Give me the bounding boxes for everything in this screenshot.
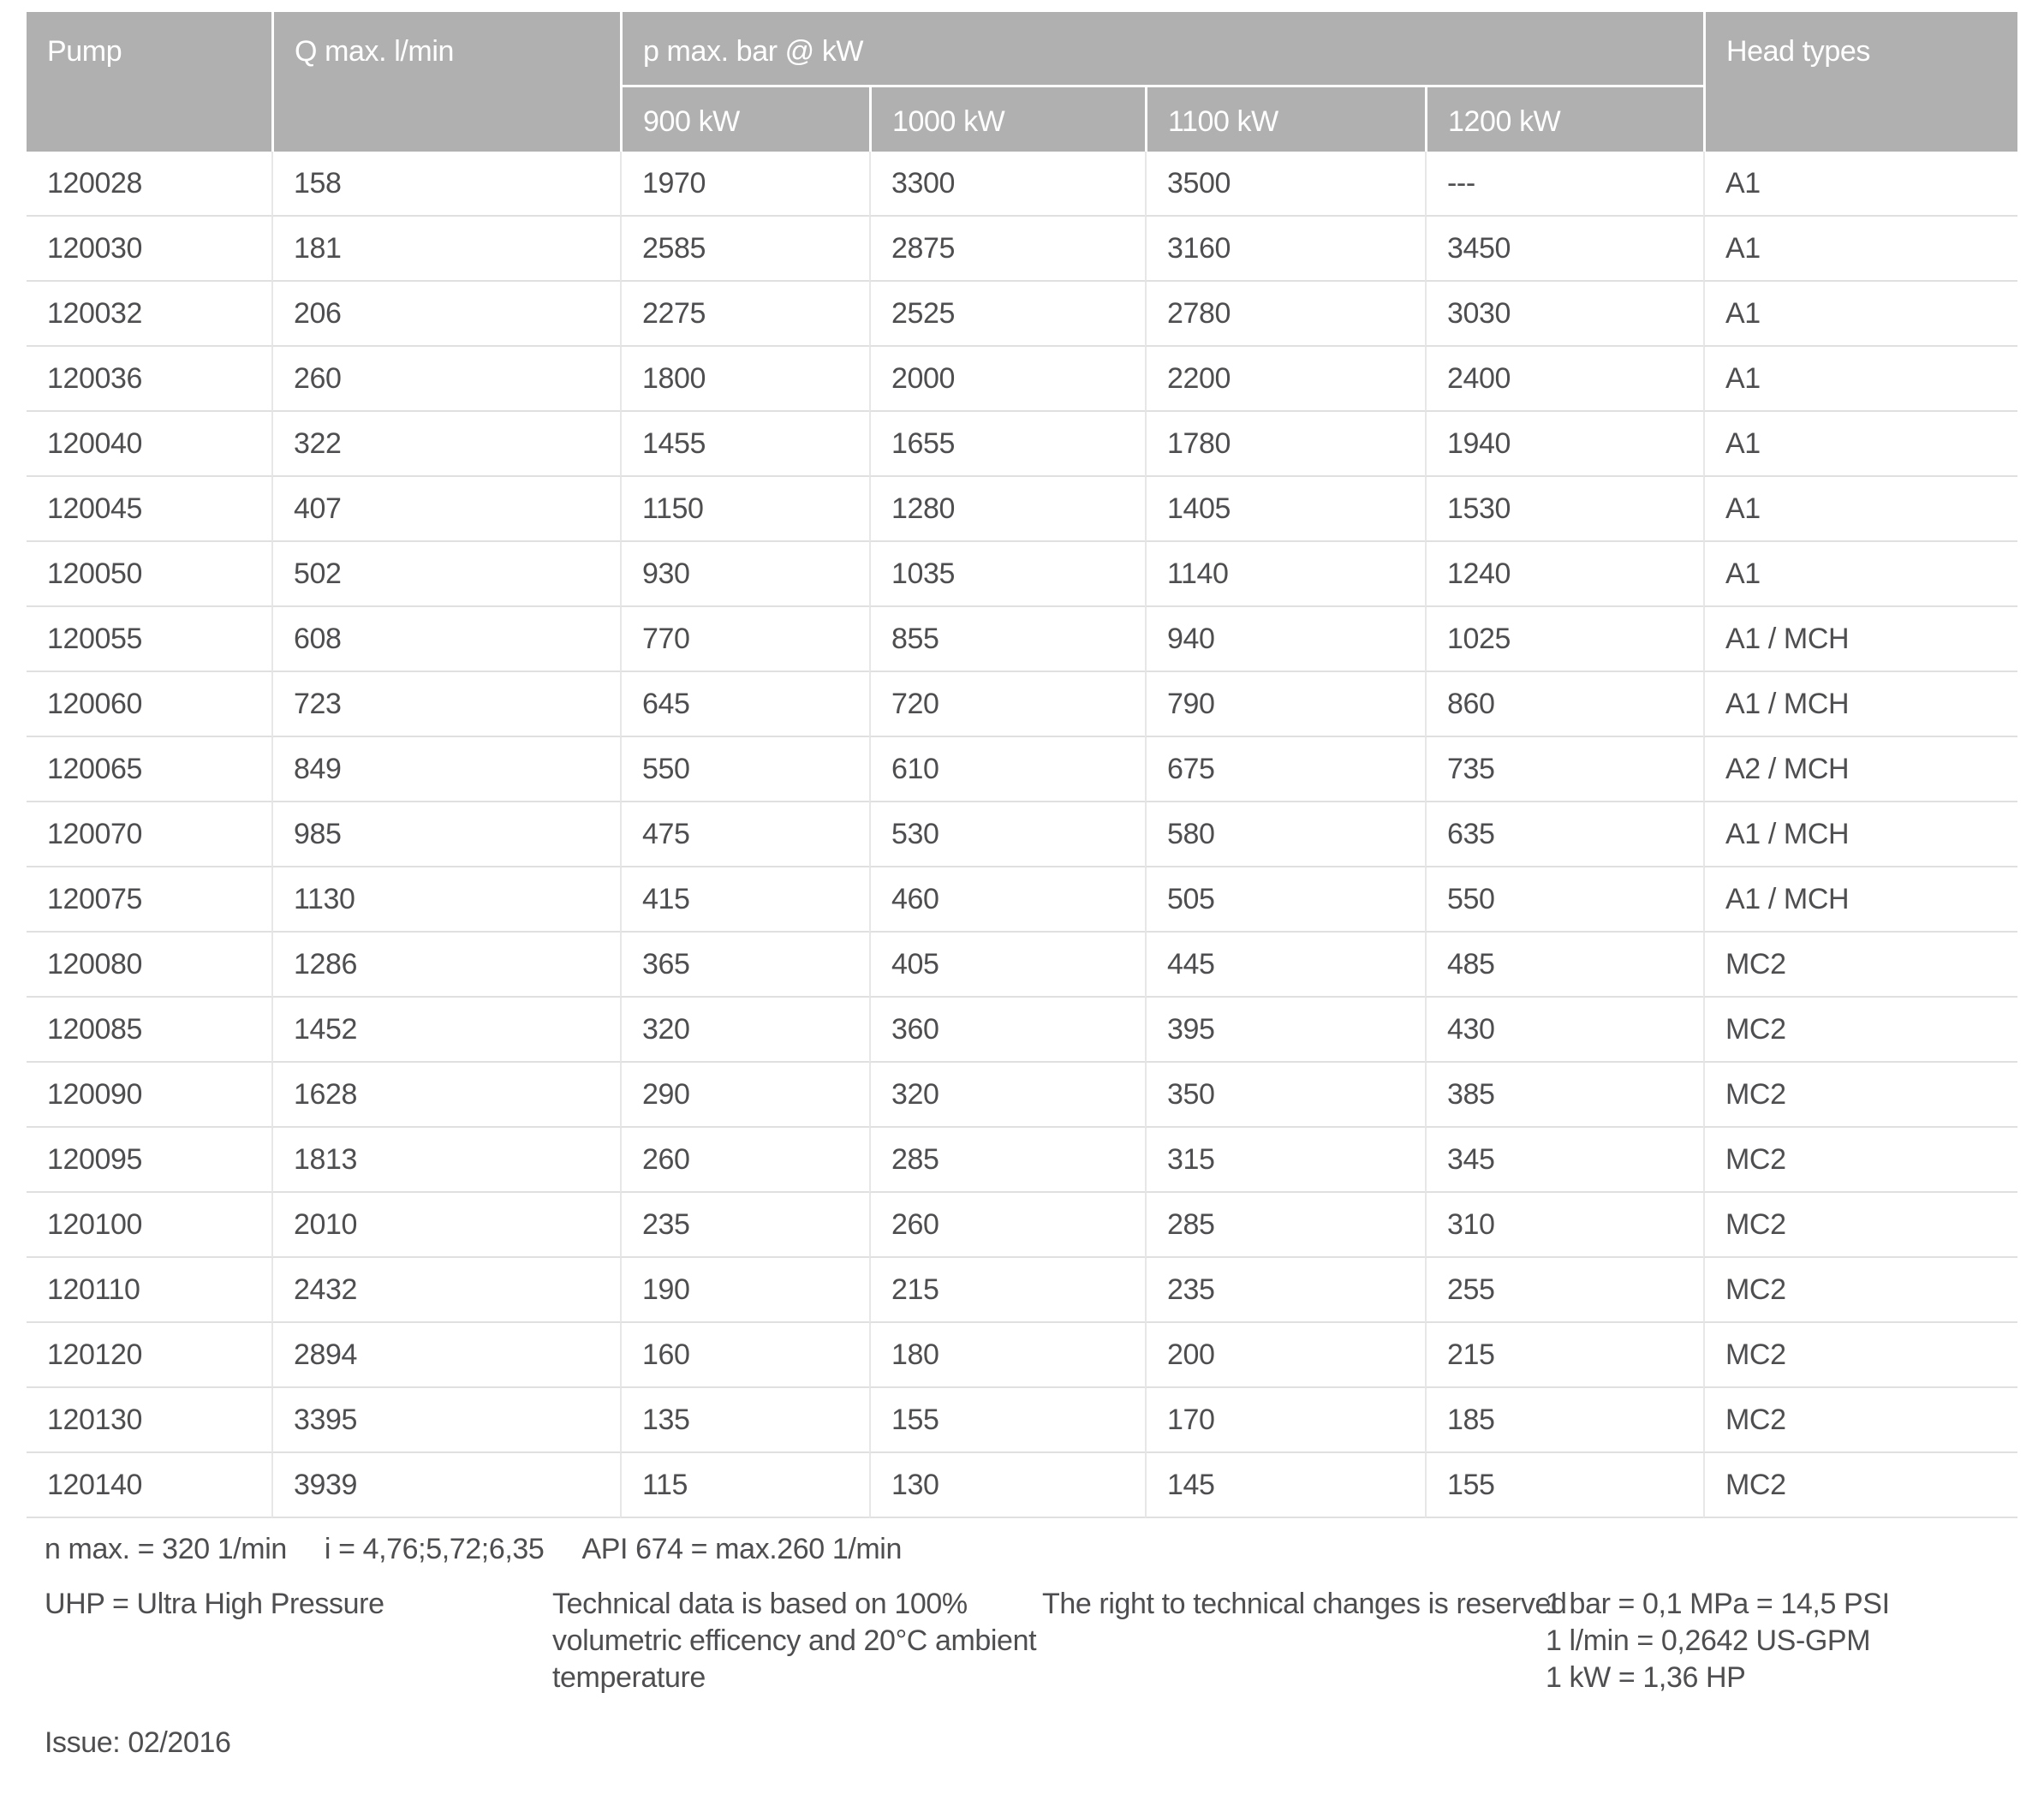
cell-q-max: 2010 — [271, 1193, 620, 1258]
cell-p-1200kw: 735 — [1425, 737, 1703, 802]
cell-p-1100kw: 790 — [1145, 672, 1425, 737]
table-row — [27, 1323, 2017, 1388]
cell-q-max: 1628 — [271, 1063, 620, 1128]
cell-p-1100kw: 505 — [1145, 867, 1425, 933]
table-row — [27, 1128, 2017, 1193]
cell-head-types: MC2 — [1703, 1258, 2017, 1323]
cell-p-900kw: 930 — [620, 542, 869, 607]
cell-p-1100kw: 445 — [1145, 933, 1425, 998]
cell-p-900kw: 645 — [620, 672, 869, 737]
column-header-pump: Pump — [27, 12, 271, 152]
cell-p-1100kw: 2200 — [1145, 347, 1425, 412]
cell-p-1200kw: 1025 — [1425, 607, 1703, 672]
conversion-bar: 1 bar = 0,1 MPa = 14,5 PSI — [1546, 1588, 1890, 1620]
cell-p-1100kw: 1140 — [1145, 542, 1425, 607]
cell-p-900kw: 2275 — [620, 282, 869, 347]
table-row — [27, 998, 2017, 1063]
footnote-rights-reserved: The right to technical changes is reserved — [1042, 1588, 1567, 1620]
cell-pump: 120095 — [27, 1128, 271, 1193]
cell-head-types: MC2 — [1703, 1128, 2017, 1193]
table-row — [27, 672, 2017, 737]
cell-pump: 120030 — [27, 217, 271, 282]
cell-q-max: 407 — [271, 477, 620, 542]
cell-p-900kw: 415 — [620, 867, 869, 933]
cell-p-1200kw: 310 — [1425, 1193, 1703, 1258]
cell-head-types: MC2 — [1703, 998, 2017, 1063]
cell-p-1000kw: 215 — [869, 1258, 1145, 1323]
issue-label: Issue: 02/2016 — [45, 1726, 231, 1759]
cell-head-types: A1 — [1703, 217, 2017, 282]
cell-head-types: A1 / MCH — [1703, 672, 2017, 737]
table-row — [27, 867, 2017, 933]
cell-pump: 120032 — [27, 282, 271, 347]
cell-p-1200kw: --- — [1425, 152, 1703, 217]
cell-p-900kw: 770 — [620, 607, 869, 672]
column-header-1200kw: 1200 kW — [1425, 87, 1703, 152]
cell-p-1200kw: 345 — [1425, 1128, 1703, 1193]
cell-pump: 120110 — [27, 1258, 271, 1323]
table-row — [27, 217, 2017, 282]
cell-p-1200kw: 385 — [1425, 1063, 1703, 1128]
cell-p-1000kw: 1280 — [869, 477, 1145, 542]
cell-p-1200kw: 2400 — [1425, 347, 1703, 412]
table-row — [27, 802, 2017, 867]
footnote-technical-line-2: volumetric efficency and 20°C ambient — [552, 1624, 1037, 1657]
cell-p-1200kw: 185 — [1425, 1388, 1703, 1453]
column-header-head-types: Head types — [1703, 12, 2017, 152]
cell-q-max: 1286 — [271, 933, 620, 998]
cell-head-types: A1 — [1703, 477, 2017, 542]
column-group-header-p-max: p max. bar @ kW — [620, 12, 1703, 87]
cell-p-1000kw: 320 — [869, 1063, 1145, 1128]
cell-p-1000kw: 720 — [869, 672, 1145, 737]
cell-q-max: 158 — [271, 152, 620, 217]
table-row — [27, 282, 2017, 347]
cell-p-1200kw: 3030 — [1425, 282, 1703, 347]
cell-p-1000kw: 285 — [869, 1128, 1145, 1193]
cell-p-1000kw: 3300 — [869, 152, 1145, 217]
footnote-unit-conversions — [1546, 1586, 1890, 1696]
table-row — [27, 412, 2017, 477]
cell-q-max: 1452 — [271, 998, 620, 1063]
cell-p-1100kw: 285 — [1145, 1193, 1425, 1258]
cell-p-900kw: 365 — [620, 933, 869, 998]
cell-pump: 120140 — [27, 1453, 271, 1518]
cell-q-max: 3395 — [271, 1388, 620, 1453]
cell-pump: 120120 — [27, 1323, 271, 1388]
cell-p-1100kw: 3500 — [1145, 152, 1425, 217]
cell-p-1200kw: 215 — [1425, 1323, 1703, 1388]
cell-p-1000kw: 180 — [869, 1323, 1145, 1388]
cell-p-1200kw: 255 — [1425, 1258, 1703, 1323]
cell-head-types: A2 / MCH — [1703, 737, 2017, 802]
cell-pump: 120028 — [27, 152, 271, 217]
cell-p-900kw: 290 — [620, 1063, 869, 1128]
cell-p-1000kw: 155 — [869, 1388, 1145, 1453]
cell-q-max: 322 — [271, 412, 620, 477]
cell-p-1200kw: 1530 — [1425, 477, 1703, 542]
cell-p-1200kw: 1940 — [1425, 412, 1703, 477]
cell-p-1000kw: 855 — [869, 607, 1145, 672]
table-row — [27, 607, 2017, 672]
cell-p-1000kw: 405 — [869, 933, 1145, 998]
cell-p-1100kw: 580 — [1145, 802, 1425, 867]
cell-p-1100kw: 235 — [1145, 1258, 1425, 1323]
cell-pump: 120070 — [27, 802, 271, 867]
cell-q-max: 1813 — [271, 1128, 620, 1193]
footnote-n-max: n max. = 320 1/min — [45, 1533, 287, 1565]
footnote-technical-data — [552, 1586, 1036, 1696]
cell-q-max: 849 — [271, 737, 620, 802]
cell-q-max: 608 — [271, 607, 620, 672]
cell-head-types: A1 — [1703, 152, 2017, 217]
cell-p-1200kw: 430 — [1425, 998, 1703, 1063]
cell-p-900kw: 260 — [620, 1128, 869, 1193]
cell-head-types: A1 — [1703, 542, 2017, 607]
cell-p-900kw: 135 — [620, 1388, 869, 1453]
cell-pump: 120055 — [27, 607, 271, 672]
cell-p-900kw: 235 — [620, 1193, 869, 1258]
footnote-uhp: UHP = Ultra High Pressure — [45, 1588, 384, 1620]
cell-pump: 120090 — [27, 1063, 271, 1128]
table-row — [27, 737, 2017, 802]
cell-p-1000kw: 2875 — [869, 217, 1145, 282]
cell-p-900kw: 1970 — [620, 152, 869, 217]
footnote-i-ratios: i = 4,76;5,72;6,35 — [324, 1533, 545, 1565]
conversion-kw: 1 kW = 1,36 HP — [1546, 1661, 1746, 1694]
cell-p-1100kw: 170 — [1145, 1388, 1425, 1453]
cell-p-1100kw: 315 — [1145, 1128, 1425, 1193]
cell-q-max: 502 — [271, 542, 620, 607]
cell-pump: 120085 — [27, 998, 271, 1063]
cell-p-900kw: 160 — [620, 1323, 869, 1388]
cell-p-1200kw: 485 — [1425, 933, 1703, 998]
cell-head-types: A1 — [1703, 412, 2017, 477]
cell-p-1200kw: 550 — [1425, 867, 1703, 933]
pump-spec-table — [27, 12, 2017, 1518]
column-header-1100kw: 1100 kW — [1145, 87, 1425, 152]
cell-head-types: MC2 — [1703, 1453, 2017, 1518]
cell-p-1100kw: 1780 — [1145, 412, 1425, 477]
cell-q-max: 3939 — [271, 1453, 620, 1518]
cell-pump: 120060 — [27, 672, 271, 737]
cell-p-1200kw: 3450 — [1425, 217, 1703, 282]
column-header-1000kw: 1000 kW — [869, 87, 1145, 152]
cell-head-types: MC2 — [1703, 1063, 2017, 1128]
cell-p-1000kw: 1655 — [869, 412, 1145, 477]
cell-q-max: 206 — [271, 282, 620, 347]
cell-head-types: MC2 — [1703, 933, 2017, 998]
table-body — [27, 152, 2017, 1518]
cell-p-1200kw: 1240 — [1425, 542, 1703, 607]
cell-p-1100kw: 2780 — [1145, 282, 1425, 347]
cell-p-1200kw: 155 — [1425, 1453, 1703, 1518]
table-row — [27, 1193, 2017, 1258]
cell-head-types: A1 — [1703, 347, 2017, 412]
cell-p-900kw: 2585 — [620, 217, 869, 282]
cell-q-max: 723 — [271, 672, 620, 737]
cell-p-900kw: 550 — [620, 737, 869, 802]
cell-pump: 120100 — [27, 1193, 271, 1258]
cell-pump: 120065 — [27, 737, 271, 802]
cell-p-1000kw: 130 — [869, 1453, 1145, 1518]
cell-p-1200kw: 860 — [1425, 672, 1703, 737]
cell-q-max: 2432 — [271, 1258, 620, 1323]
cell-p-900kw: 320 — [620, 998, 869, 1063]
cell-pump: 120130 — [27, 1388, 271, 1453]
cell-p-1100kw: 395 — [1145, 998, 1425, 1063]
cell-q-max: 985 — [271, 802, 620, 867]
cell-q-max: 181 — [271, 217, 620, 282]
table-row — [27, 933, 2017, 998]
cell-p-1100kw: 350 — [1145, 1063, 1425, 1128]
cell-pump: 120036 — [27, 347, 271, 412]
cell-head-types: MC2 — [1703, 1323, 2017, 1388]
table-row — [27, 152, 2017, 217]
cell-p-1000kw: 610 — [869, 737, 1145, 802]
cell-p-900kw: 1150 — [620, 477, 869, 542]
cell-p-1000kw: 1035 — [869, 542, 1145, 607]
footnote-technical-line-1: Technical data is based on 100% — [552, 1588, 968, 1620]
cell-p-1000kw: 2000 — [869, 347, 1145, 412]
cell-p-1200kw: 635 — [1425, 802, 1703, 867]
table-row — [27, 1388, 2017, 1453]
cell-head-types: A1 / MCH — [1703, 802, 2017, 867]
cell-q-max: 1130 — [271, 867, 620, 933]
cell-p-1000kw: 2525 — [869, 282, 1145, 347]
cell-p-900kw: 115 — [620, 1453, 869, 1518]
cell-q-max: 260 — [271, 347, 620, 412]
table-row — [27, 347, 2017, 412]
cell-p-1100kw: 145 — [1145, 1453, 1425, 1518]
table-row — [27, 542, 2017, 607]
table-row — [27, 1453, 2017, 1518]
column-header-q-max: Q max. l/min — [271, 12, 620, 152]
cell-head-types: A1 — [1703, 282, 2017, 347]
cell-p-1000kw: 260 — [869, 1193, 1145, 1258]
column-header-900kw: 900 kW — [620, 87, 869, 152]
cell-p-1100kw: 940 — [1145, 607, 1425, 672]
table-header — [27, 12, 2017, 152]
cell-p-900kw: 475 — [620, 802, 869, 867]
cell-pump: 120080 — [27, 933, 271, 998]
cell-p-900kw: 190 — [620, 1258, 869, 1323]
cell-p-1000kw: 360 — [869, 998, 1145, 1063]
cell-p-900kw: 1800 — [620, 347, 869, 412]
cell-p-1100kw: 1405 — [1145, 477, 1425, 542]
cell-pump: 120040 — [27, 412, 271, 477]
cell-pump: 120045 — [27, 477, 271, 542]
cell-head-types: A1 / MCH — [1703, 867, 2017, 933]
cell-p-1100kw: 200 — [1145, 1323, 1425, 1388]
table-row — [27, 477, 2017, 542]
footnote-technical-line-3: temperature — [552, 1661, 706, 1694]
cell-pump: 120050 — [27, 542, 271, 607]
cell-p-1100kw: 675 — [1145, 737, 1425, 802]
footnote-line — [45, 1533, 902, 1566]
cell-head-types: A1 / MCH — [1703, 607, 2017, 672]
cell-p-900kw: 1455 — [620, 412, 869, 477]
table-row — [27, 1258, 2017, 1323]
cell-p-1000kw: 530 — [869, 802, 1145, 867]
cell-head-types: MC2 — [1703, 1388, 2017, 1453]
conversion-lmin: 1 l/min = 0,2642 US-GPM — [1546, 1624, 1871, 1657]
cell-head-types: MC2 — [1703, 1193, 2017, 1258]
footnote-api-674: API 674 = max.260 1/min — [581, 1533, 902, 1565]
cell-p-1100kw: 3160 — [1145, 217, 1425, 282]
cell-p-1000kw: 460 — [869, 867, 1145, 933]
cell-pump: 120075 — [27, 867, 271, 933]
cell-q-max: 2894 — [271, 1323, 620, 1388]
table-row — [27, 1063, 2017, 1128]
